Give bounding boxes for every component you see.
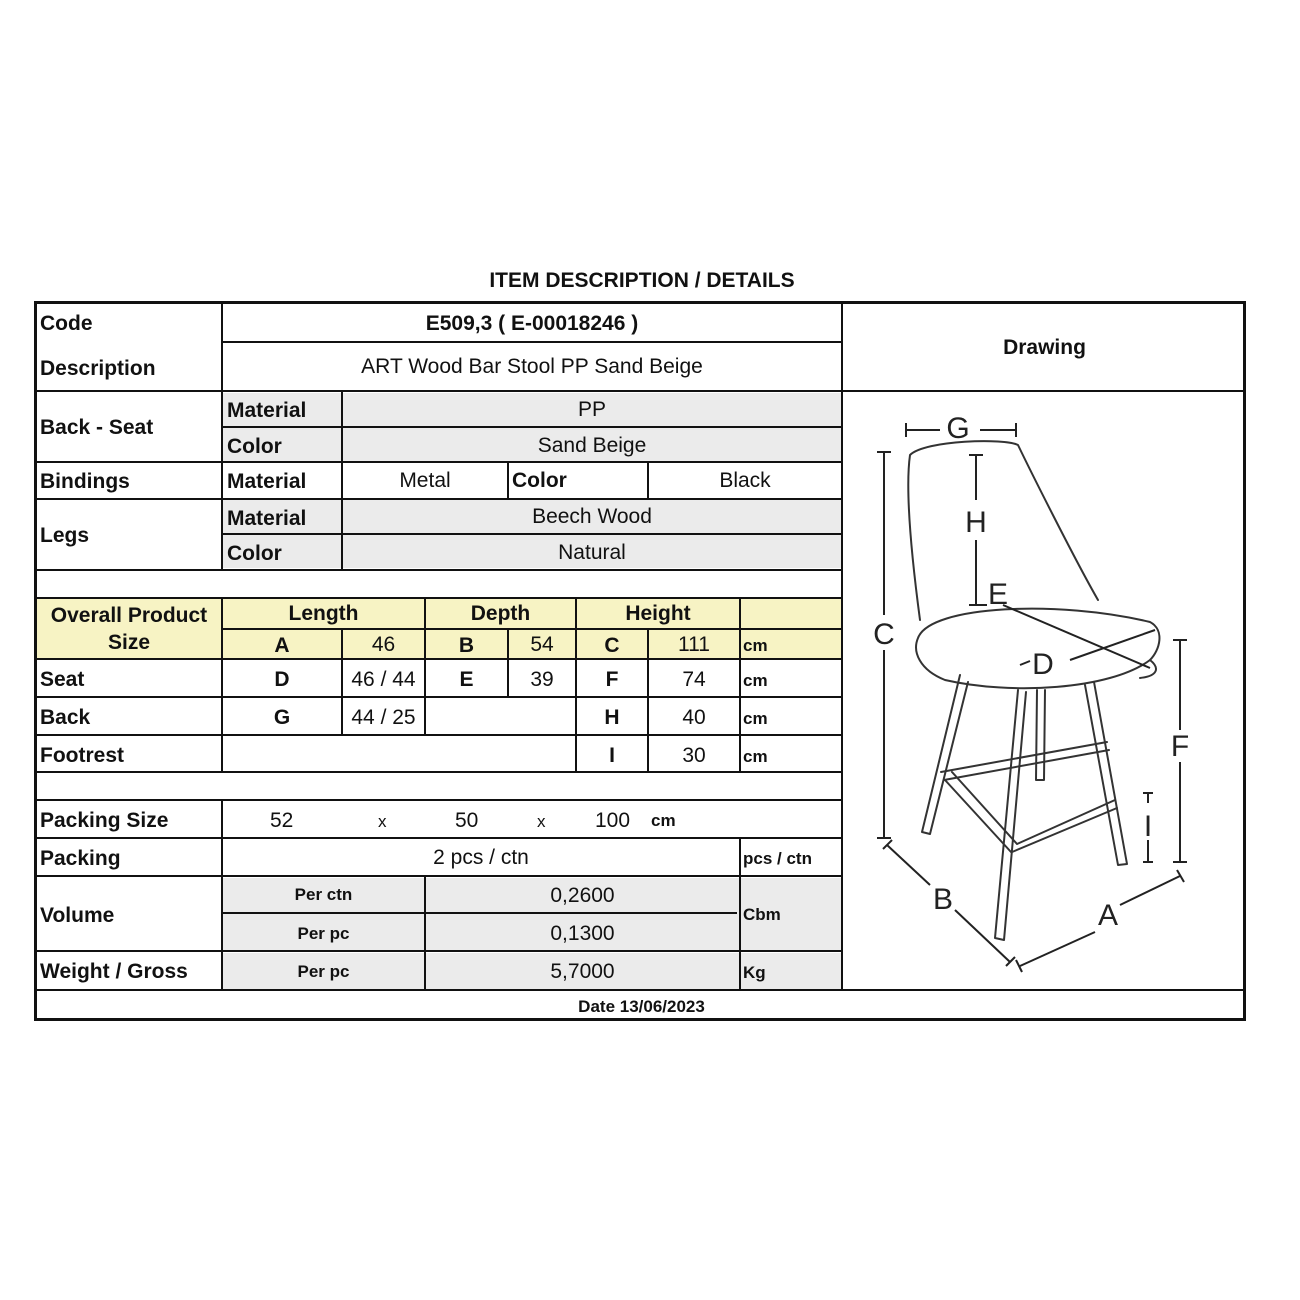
grid-line <box>37 569 841 571</box>
dim-letter-g: G <box>946 412 970 445</box>
overall-a-label: A <box>274 634 290 657</box>
grid-line <box>37 799 841 801</box>
overall-c-value: 111 <box>678 633 710 656</box>
description-value: ART Wood Bar Stool PP Sand Beige <box>361 355 703 378</box>
grid-line <box>739 597 741 772</box>
page-title: ITEM DESCRIPTION / DETAILS <box>489 269 795 292</box>
seat-unit: cm <box>743 671 768 690</box>
bindings-color-label: Color <box>512 469 567 492</box>
dim-letter-h: H <box>965 506 987 539</box>
back-unit: cm <box>743 709 768 728</box>
overall-b-value: 54 <box>530 633 554 656</box>
seat-e-label: E <box>459 668 474 691</box>
overall-a-value: 46 <box>371 633 396 656</box>
volume-per-pc-value: 0,1300 <box>550 922 615 945</box>
grid-line <box>37 989 1246 991</box>
legs-material-value: Beech Wood <box>532 505 652 528</box>
volume-label: Volume <box>40 904 115 927</box>
footrest-i-value: 30 <box>682 744 706 767</box>
seat-label: Seat <box>40 668 85 691</box>
back-h-label: H <box>604 706 620 729</box>
packing-size-unit: cm <box>651 811 676 830</box>
bindings-material-value: Metal <box>399 469 451 492</box>
grid-line <box>221 304 223 570</box>
weight-per-pc-value: 5,7000 <box>550 960 615 983</box>
dim-letter-d: D <box>1032 648 1054 681</box>
grid-line <box>223 426 841 428</box>
dim-letter-e: E <box>987 578 1009 611</box>
back-seat-material-value: PP <box>577 398 606 421</box>
grid-line <box>739 837 741 990</box>
back-seat-material-label: Material <box>227 399 307 422</box>
dim-letter-i: I <box>1143 810 1153 843</box>
bindings-material-label: Material <box>227 470 307 493</box>
weight-label: Weight / Gross <box>40 960 188 983</box>
packing-value: 2 pcs / ctn <box>433 846 529 869</box>
seat-d-label: D <box>274 668 290 691</box>
dim-letter-b: B <box>932 883 954 916</box>
grid-line <box>37 461 841 463</box>
grid-line <box>223 912 737 914</box>
footrest-unit: cm <box>743 747 768 766</box>
code-value: E509,3 ( E-00018246 ) <box>425 312 639 335</box>
dim-letter-c: C <box>873 618 895 651</box>
grid-line <box>223 341 841 343</box>
height-header: Height <box>625 602 691 625</box>
grid-line <box>37 771 841 773</box>
description-label: Description <box>40 357 156 380</box>
stool-footrest <box>941 742 1117 852</box>
date-footer: Date 13/06/2023 <box>578 997 705 1016</box>
packing-size-x2: x <box>537 812 546 831</box>
grid-line <box>37 837 841 839</box>
footrest-label: Footrest <box>40 744 124 767</box>
stool-leg-right <box>1085 682 1127 865</box>
packing-unit: pcs / ctn <box>743 849 812 868</box>
footrest-i-label: I <box>609 744 615 767</box>
length-header: Length <box>288 602 359 625</box>
bindings-label: Bindings <box>40 470 130 493</box>
back-seat-color-label: Color <box>227 435 282 458</box>
bindings-color-value: Black <box>719 469 771 492</box>
grid-line <box>223 533 841 535</box>
grid-line <box>37 950 841 952</box>
seat-e-value: 39 <box>530 668 554 691</box>
stool-leg-front <box>995 690 1026 940</box>
seat-f-value: 74 <box>682 668 706 691</box>
back-label: Back <box>40 706 91 729</box>
dim-letter-f: F <box>1170 730 1190 763</box>
packing-label: Packing <box>40 847 121 870</box>
packing-size-width: 50 <box>455 809 479 832</box>
seat-d-value: 46 / 44 <box>351 668 416 691</box>
back-g-label: G <box>273 706 291 729</box>
grid-line <box>37 696 841 698</box>
volume-per-pc-label: Per pc <box>297 924 350 943</box>
legs-color-label: Color <box>227 542 282 565</box>
size-label-line1: Overall Product <box>50 604 208 627</box>
weight-unit: Kg <box>743 963 766 982</box>
volume-per-ctn-label: Per ctn <box>294 885 353 904</box>
weight-per-pc-label: Per pc <box>297 962 350 981</box>
grid-line <box>37 875 841 877</box>
packing-size-length: 52 <box>270 809 294 832</box>
bar-stool-drawing <box>843 392 1246 989</box>
volume-unit: Cbm <box>743 905 781 924</box>
packing-size-x1: x <box>378 812 387 831</box>
stool-leg-left-front <box>922 675 968 834</box>
legs-material-label: Material <box>227 507 307 530</box>
packing-size-height: 100 <box>595 809 631 832</box>
overall-b-label: B <box>458 634 475 657</box>
back-h-value: 40 <box>682 706 706 729</box>
seat-f-label: F <box>605 668 619 691</box>
grid-line <box>37 734 841 736</box>
grid-line <box>37 597 841 599</box>
grid-line <box>223 628 841 630</box>
packing-size-label: Packing Size <box>40 809 169 832</box>
legs-color-value: Natural <box>558 541 626 564</box>
back-seat-color-value: Sand Beige <box>537 434 647 457</box>
drawing-label: Drawing <box>1003 336 1086 359</box>
overall-unit: cm <box>743 636 768 655</box>
depth-header: Depth <box>470 602 531 625</box>
back-seat-label: Back - Seat <box>40 416 154 439</box>
grid-line <box>507 461 509 498</box>
legs-label: Legs <box>40 524 90 547</box>
size-label-line2: Size <box>107 631 151 654</box>
back-g-value: 44 / 25 <box>351 706 416 729</box>
volume-per-ctn-value: 0,2600 <box>550 884 615 907</box>
code-label: Code <box>40 312 93 335</box>
grid-line <box>37 658 841 660</box>
stool-leg-back <box>1036 690 1045 780</box>
grid-line <box>37 498 841 500</box>
dim-letter-a: A <box>1097 899 1119 932</box>
overall-c-label: C <box>604 634 620 657</box>
